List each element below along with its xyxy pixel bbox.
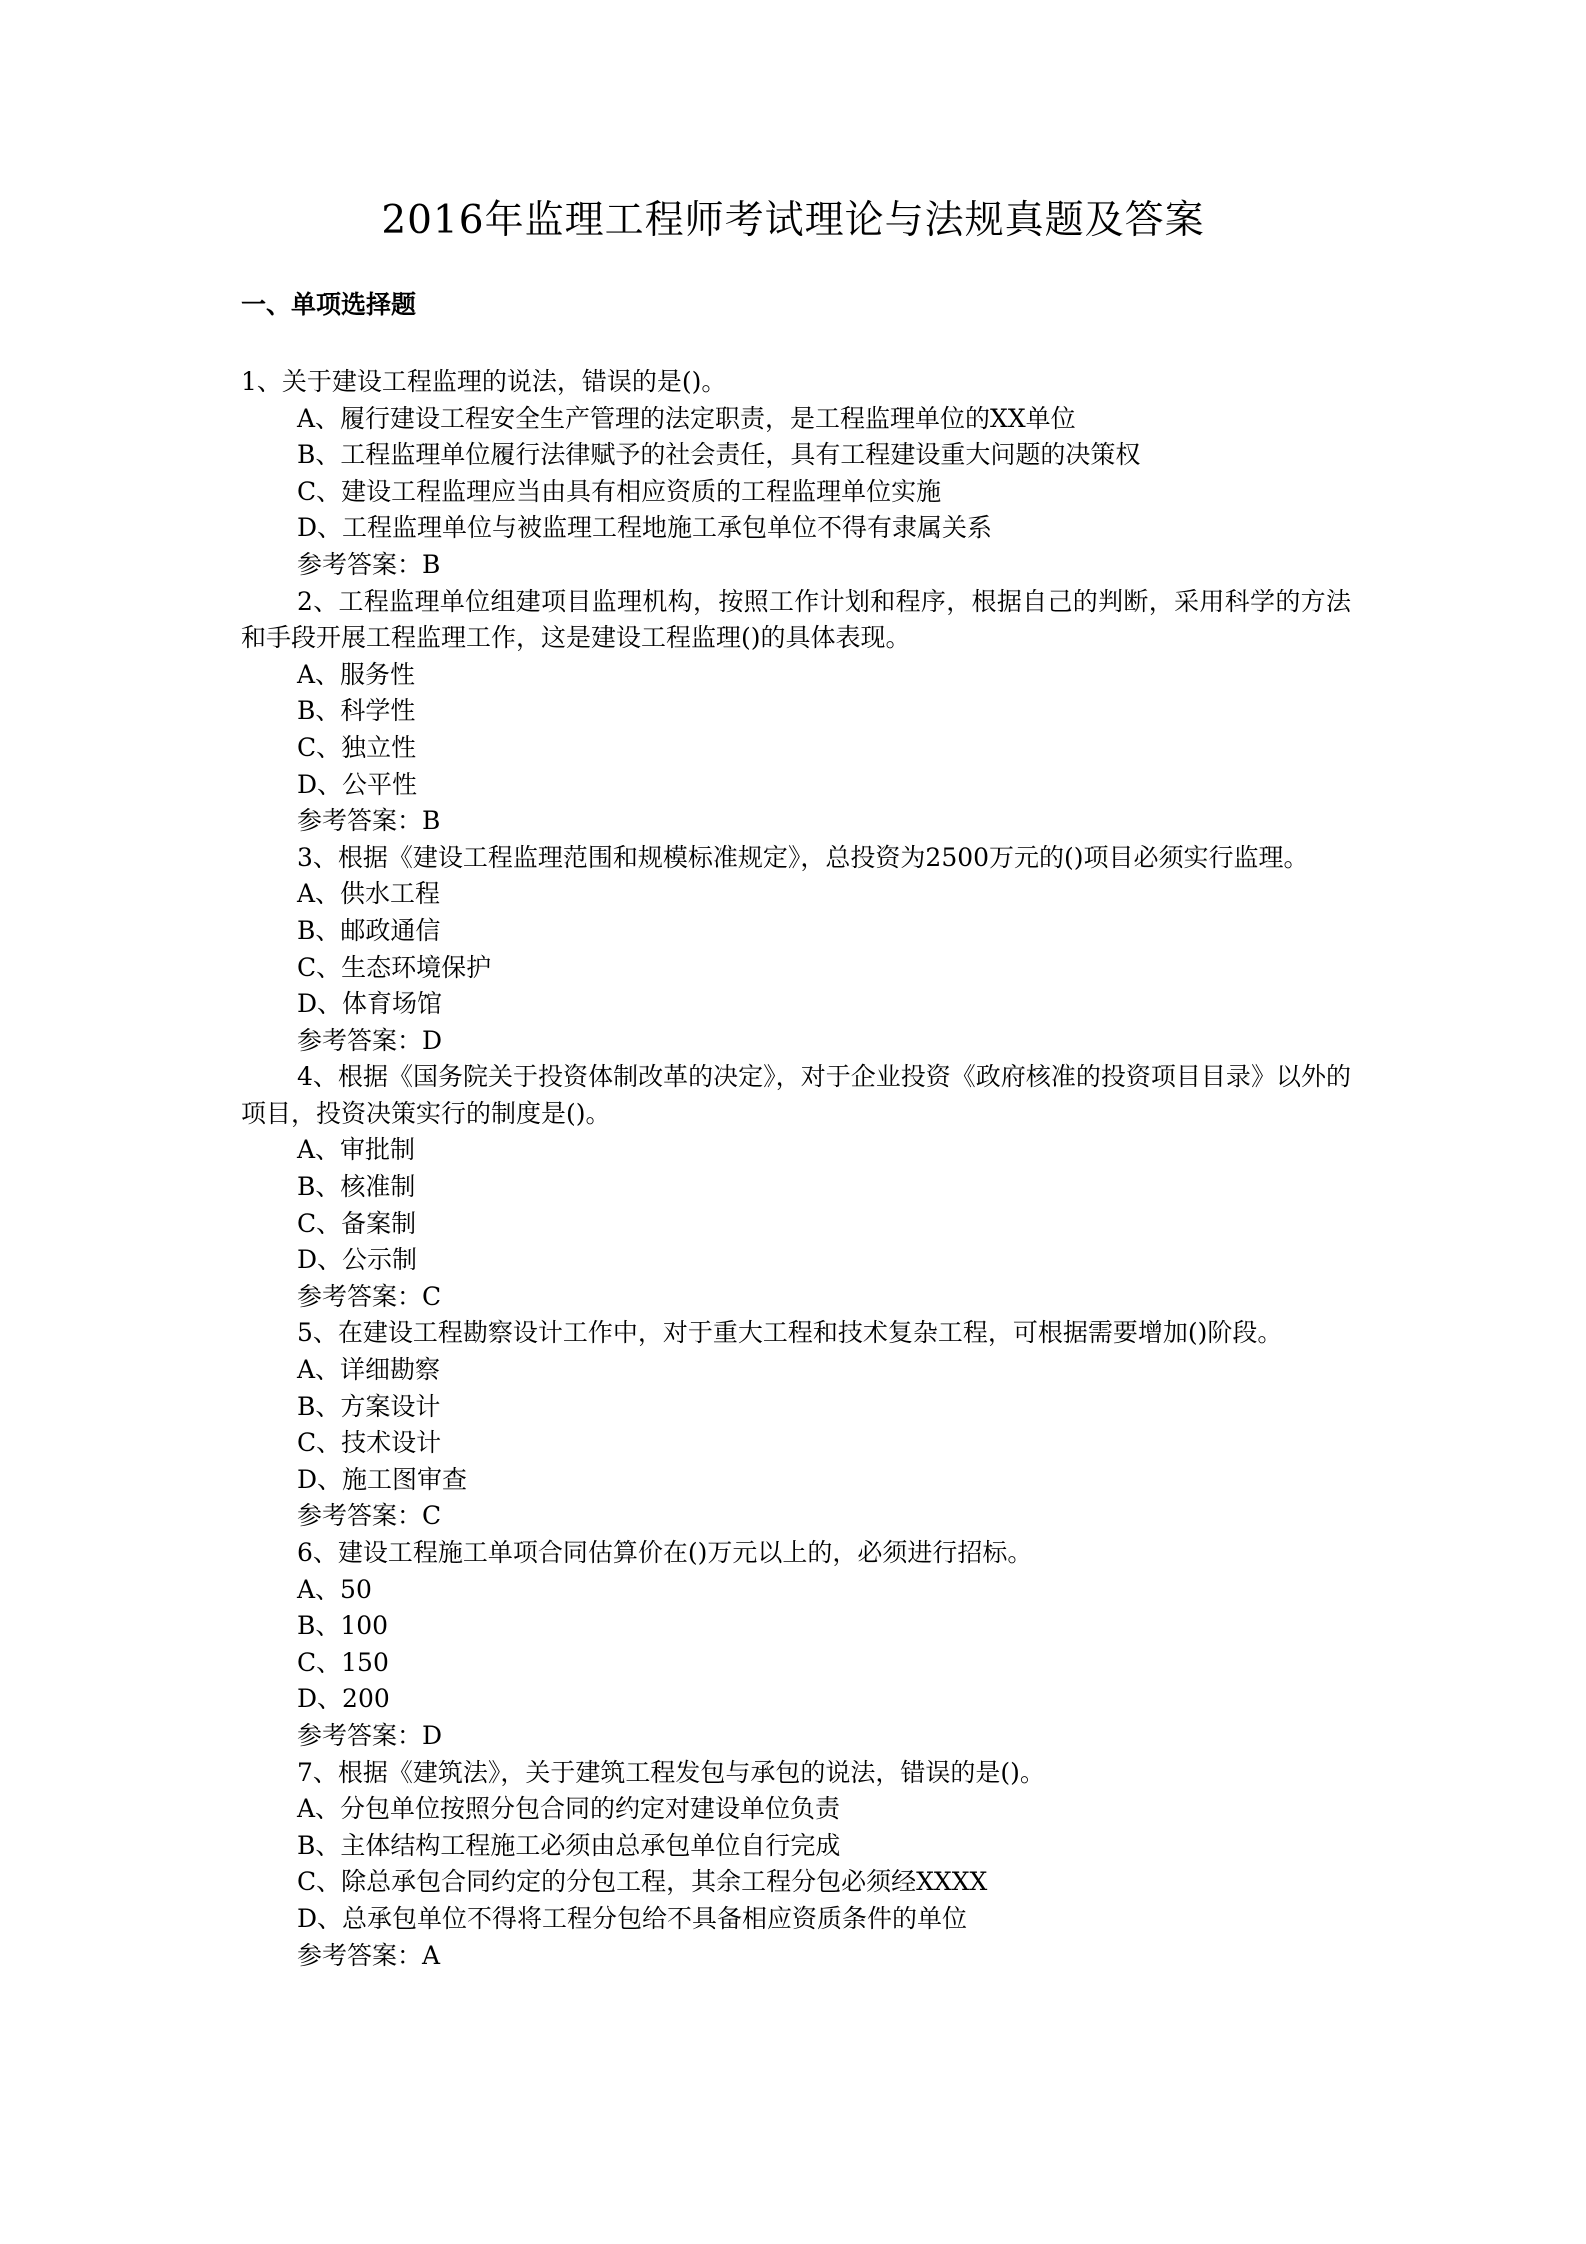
option-c: C、生态环境保护 xyxy=(297,952,492,982)
question-stem: 6、建设工程施工单项合同估算价在()万元以上的，必须进行招标。 xyxy=(297,1538,1033,1567)
option-b: B、100 xyxy=(297,1611,389,1641)
option-d: D、公示制 xyxy=(297,1245,418,1275)
option-a: A、履行建设工程安全生产管理的法定职责，是工程监理单位的XX单位 xyxy=(297,403,1076,433)
option-b: B、邮政通信 xyxy=(297,915,441,945)
question-stem: 5、在建设工程勘察设计工作中，对于重大工程和技术复杂工程，可根据需要增加()阶段。 xyxy=(297,1318,1283,1348)
option-c: C、备案制 xyxy=(297,1208,417,1238)
option-b: B、科学性 xyxy=(297,696,416,726)
option-a: A、分包单位按照分包合同的约定对建设单位负责 xyxy=(297,1794,841,1824)
question-stem: 3、根据《建设工程监理范围和规模标准规定》，总投资为2500万元的()项目必须实行监理。 xyxy=(297,842,1309,872)
option-a: A、审批制 xyxy=(297,1135,416,1165)
option-a: A、50 xyxy=(297,1574,372,1604)
question-stem: 2、工程监理单位组建项目监理机构，按照工作计划和程序，根据自己的判断，采用科学的方法和手段开展工程监理工作，这是建设工程监理()的具体表现。 xyxy=(241,586,1351,653)
reference-answer: 参考答案：D xyxy=(297,1025,443,1055)
reference-answer: 参考答案：C xyxy=(297,1501,442,1531)
option-c: C、除总承包合同约定的分包工程，其余工程分包必须经XXXX xyxy=(297,1867,988,1897)
section-heading: 一、单项选择题 xyxy=(241,290,417,319)
option-c: C、建设工程监理应当由具有相应资质的工程监理单位实施 xyxy=(297,476,942,506)
page-title: 2016年监理工程师考试理论与法规真题及答案 xyxy=(381,198,1205,243)
option-b: B、核准制 xyxy=(297,1172,416,1202)
option-d: D、公平性 xyxy=(297,769,418,799)
option-d: D、200 xyxy=(297,1684,390,1714)
option-c: C、独立性 xyxy=(297,732,417,762)
option-a: A、供水工程 xyxy=(297,879,441,909)
question-stem: 7、根据《建筑法》，关于建筑工程发包与承包的说法，错误的是()。 xyxy=(297,1757,1045,1787)
option-a: A、详细勘察 xyxy=(297,1355,441,1385)
option-d: D、施工图审查 xyxy=(297,1464,468,1494)
question-list xyxy=(241,364,1351,1974)
option-d: D、工程监理单位与被监理工程地施工承包单位不得有隶属关系 xyxy=(297,513,993,543)
option-a: A、服务性 xyxy=(297,659,416,689)
reference-answer: 参考答案：B xyxy=(297,806,441,836)
option-c: C、150 xyxy=(297,1647,389,1677)
reference-answer: 参考答案：C xyxy=(297,1281,442,1311)
option-b: B、方案设计 xyxy=(297,1391,441,1421)
option-d: D、总承包单位不得将工程分包给不具备相应资质条件的单位 xyxy=(297,1903,968,1933)
question-stem: 4、根据《国务院关于投资体制改革的决定》，对于企业投资《政府核准的投资项目目录》以外的项目，投资决策实行的制度是()。 xyxy=(241,1062,1351,1128)
reference-answer: 参考答案：D xyxy=(297,1720,443,1750)
reference-answer: 参考答案：A xyxy=(297,1940,441,1970)
option-d: D、体育场馆 xyxy=(297,989,443,1019)
question-stem: 1、关于建设工程监理的说法，错误的是()。 xyxy=(241,367,727,396)
option-c: C、技术设计 xyxy=(297,1428,442,1458)
option-b: B、主体结构工程施工必须由总承包单位自行完成 xyxy=(297,1830,841,1860)
reference-answer: 参考答案：B xyxy=(297,549,441,579)
option-b: B、工程监理单位履行法律赋予的社会责任，具有工程建设重大问题的决策权 xyxy=(297,440,1141,470)
